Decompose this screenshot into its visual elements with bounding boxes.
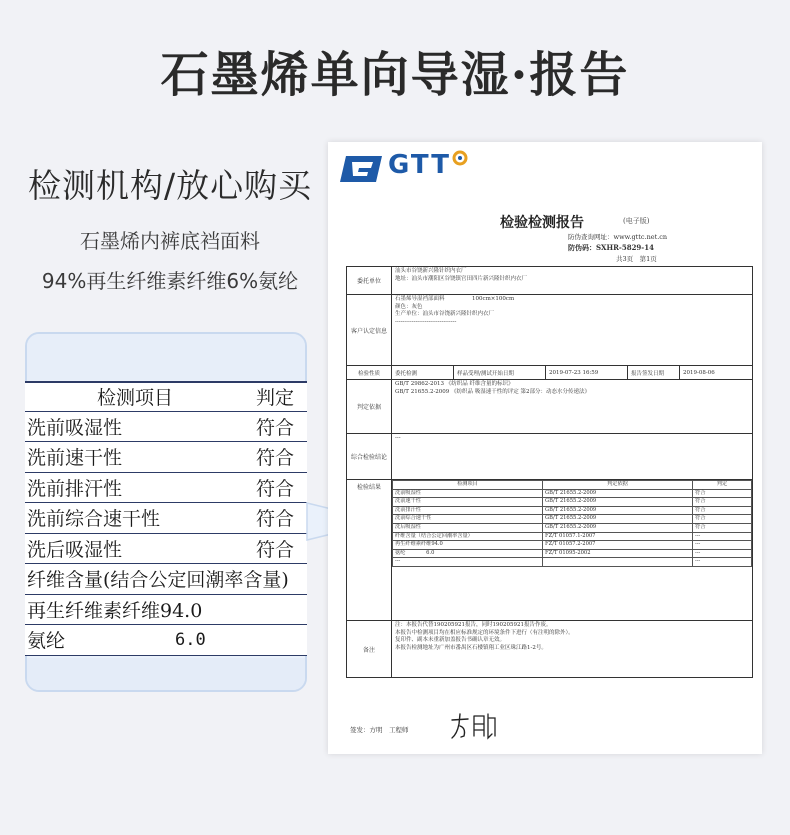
remark-line: 注：本报告代替190205921报告，同时190205921报告作废。 bbox=[395, 622, 552, 628]
page-title: 石墨烯单向导湿·报告 bbox=[160, 47, 630, 103]
row-result: 符合 bbox=[255, 508, 294, 531]
row-item: 洗前综合速干性 bbox=[27, 508, 161, 531]
client-section bbox=[347, 267, 752, 295]
remark-line: 本报告检测地址为广州市番禺区石楼镇翔工业区珠江路1-2号。 bbox=[395, 644, 547, 651]
results-cell: 符合 bbox=[693, 489, 752, 498]
remarks-label: 备注 bbox=[347, 621, 392, 677]
received-date: 2019-07-23 16:59 bbox=[546, 366, 628, 379]
client-label: 委托单位 bbox=[347, 267, 392, 294]
basis-line: GB/T 21655.2-2009 《纺织品 吸湿速干性的评定 第2部分：动态水分传递法》 bbox=[395, 388, 591, 395]
sample-line: --------------------------------- bbox=[395, 318, 457, 325]
table-row bbox=[393, 489, 752, 498]
left-heading: 检测机构/放心购买 bbox=[28, 166, 313, 205]
results-cell: 符合 bbox=[693, 498, 752, 507]
results-cell: --- bbox=[693, 532, 752, 541]
report-title: 检验检测报告 bbox=[500, 215, 584, 231]
results-cell: 符合 bbox=[693, 506, 752, 515]
gtt-logo-icon bbox=[340, 152, 384, 186]
results-cell: --- bbox=[393, 558, 543, 567]
results-cell: 洗前排汗性 bbox=[393, 506, 543, 515]
results-cell: 洗后吸湿性 bbox=[393, 523, 543, 532]
material-composition: 94%再生纤维素纤维6%氨纶 bbox=[41, 269, 299, 293]
row-item: 洗前排汗性 bbox=[27, 477, 123, 500]
results-cell: FZ/T 01057.1-2007 bbox=[543, 532, 693, 541]
table-row bbox=[25, 534, 307, 565]
table-row bbox=[25, 625, 307, 656]
results-cell: 符合 bbox=[693, 515, 752, 524]
results-cell: GB/T 21655.2-2009 bbox=[543, 506, 693, 515]
table-row bbox=[25, 473, 307, 504]
table-row bbox=[393, 515, 752, 524]
results-header-cell: 检测项目 bbox=[393, 481, 543, 490]
fiber-title-row bbox=[25, 564, 307, 595]
report-document bbox=[328, 142, 762, 754]
sample-label: 客户认定信息 bbox=[347, 295, 392, 365]
verify-url: 防伪查询网址：www.gttc.net.cn bbox=[568, 233, 668, 241]
fiber-item: 氨纶 bbox=[27, 630, 66, 653]
row-item: 洗前吸湿性 bbox=[27, 416, 123, 439]
results-cell: 再生纤维素纤维94.0 bbox=[393, 541, 543, 550]
results-label: 检验结果 bbox=[347, 480, 392, 620]
table-row bbox=[393, 498, 752, 507]
table-row bbox=[25, 442, 307, 473]
table-row bbox=[393, 532, 752, 541]
signer-label: 签发：方明 工程师 bbox=[350, 726, 409, 734]
header-result: 判定 bbox=[255, 387, 294, 410]
remarks-section bbox=[347, 621, 752, 677]
remark-line: 复印件、副本未重新加盖报告书确认章无效。 bbox=[395, 637, 506, 643]
results-section bbox=[347, 480, 752, 621]
conclusion-section bbox=[347, 434, 752, 480]
row-result: 符合 bbox=[255, 477, 294, 500]
received-label: 样品受理/测试开始日期 bbox=[454, 366, 546, 379]
results-cell: 符合 bbox=[693, 523, 752, 532]
row-item: 洗后吸湿性 bbox=[27, 538, 123, 561]
issue-date: 2019-08-06 bbox=[683, 369, 715, 376]
results-cell: GB/T 21655.2-2009 bbox=[543, 498, 693, 507]
results-cell: 洗前速干性 bbox=[393, 498, 543, 507]
row-result: 符合 bbox=[255, 447, 294, 470]
results-cell: 氨纶 6.0 bbox=[393, 549, 543, 558]
basis-label: 判定依据 bbox=[347, 380, 392, 433]
sample-line: 颜色：灰色 bbox=[395, 303, 423, 310]
results-header-row bbox=[393, 481, 752, 490]
results-cell: 纤维含量（结合公定回潮率含量） bbox=[393, 532, 543, 541]
results-cell: FZ/T 01095-2002 bbox=[543, 549, 693, 558]
verify-code: 防伪码：SXHR-5829-14 bbox=[568, 243, 654, 252]
summary-table bbox=[25, 381, 307, 656]
table-row bbox=[393, 558, 752, 567]
fiber-title: 纤维含量(结合公定回潮率含量) bbox=[27, 569, 289, 592]
results-header-cell: 判定 bbox=[693, 481, 752, 490]
row-result: 符合 bbox=[255, 538, 294, 561]
sample-line: 生产单位：汕头市谷饶新兴隆针织内衣厂 bbox=[395, 311, 495, 317]
results-cell bbox=[543, 558, 693, 567]
handwritten-signature bbox=[448, 710, 498, 742]
table-row bbox=[393, 549, 752, 558]
table-row bbox=[25, 412, 307, 443]
results-cell: GB/T 21655.2-2009 bbox=[543, 489, 693, 498]
inspection-type-row bbox=[347, 366, 752, 380]
row-item: 洗前速干性 bbox=[27, 447, 123, 470]
type-value: 委托检测 bbox=[392, 366, 454, 379]
conclusion-label: 综合检验结论 bbox=[347, 434, 392, 479]
fiber-item: 再生纤维素纤维94.0 bbox=[27, 599, 203, 622]
results-cell: GB/T 21655.2-2009 bbox=[543, 523, 693, 532]
results-cell: 洗前吸湿性 bbox=[393, 489, 543, 498]
results-cell: GB/T 21655.2-2009 bbox=[543, 515, 693, 524]
brand-name: GTT bbox=[388, 150, 451, 180]
conclusion-text: --- bbox=[395, 435, 401, 441]
page-count: 共3页 第1页 bbox=[616, 255, 657, 263]
report-table bbox=[346, 266, 753, 678]
table-row bbox=[393, 523, 752, 532]
basis-line: GB/T 29862-2013 《纺织品 纤维含量的标识》 bbox=[395, 381, 514, 387]
client-line: 地址：汕头市潮阳区谷饶镇官田四片新兴隆针织内衣厂 bbox=[395, 275, 528, 282]
brand-dot-icon bbox=[452, 150, 468, 166]
results-cell: --- bbox=[693, 549, 752, 558]
issue-label: 报告签发日期 bbox=[628, 366, 680, 379]
remark-line: 本报告中检测项目均在相应标准规定的环境条件下进行（有注明的除外）。 bbox=[395, 629, 574, 636]
results-cell: FZ/T 01057.2-2007 bbox=[543, 541, 693, 550]
results-grid bbox=[392, 480, 752, 567]
type-label: 检验性质 bbox=[347, 366, 392, 379]
table-row bbox=[393, 541, 752, 550]
row-result: 符合 bbox=[255, 416, 294, 439]
table-row bbox=[393, 506, 752, 515]
summary-table-header bbox=[25, 381, 307, 412]
report-edition: (电子版) bbox=[623, 217, 650, 225]
results-cell: 洗前综合速干性 bbox=[393, 515, 543, 524]
results-cell: --- bbox=[693, 558, 752, 567]
fiber-value: 6.0 bbox=[175, 629, 206, 650]
header-item: 检测项目 bbox=[96, 387, 173, 410]
table-row bbox=[25, 595, 307, 626]
table-row bbox=[25, 503, 307, 534]
results-cell: --- bbox=[693, 541, 752, 550]
material-name: 石墨烯内裤底裆面料 bbox=[80, 229, 260, 253]
results-header-cell: 判定依据 bbox=[543, 481, 693, 490]
sample-line: 石墨烯导湿裆部面料 100cm×100cm bbox=[395, 296, 515, 302]
basis-section bbox=[347, 380, 752, 434]
client-line: 汕头市谷饶新兴隆针织内衣厂 bbox=[395, 268, 467, 274]
sample-section bbox=[347, 295, 752, 366]
